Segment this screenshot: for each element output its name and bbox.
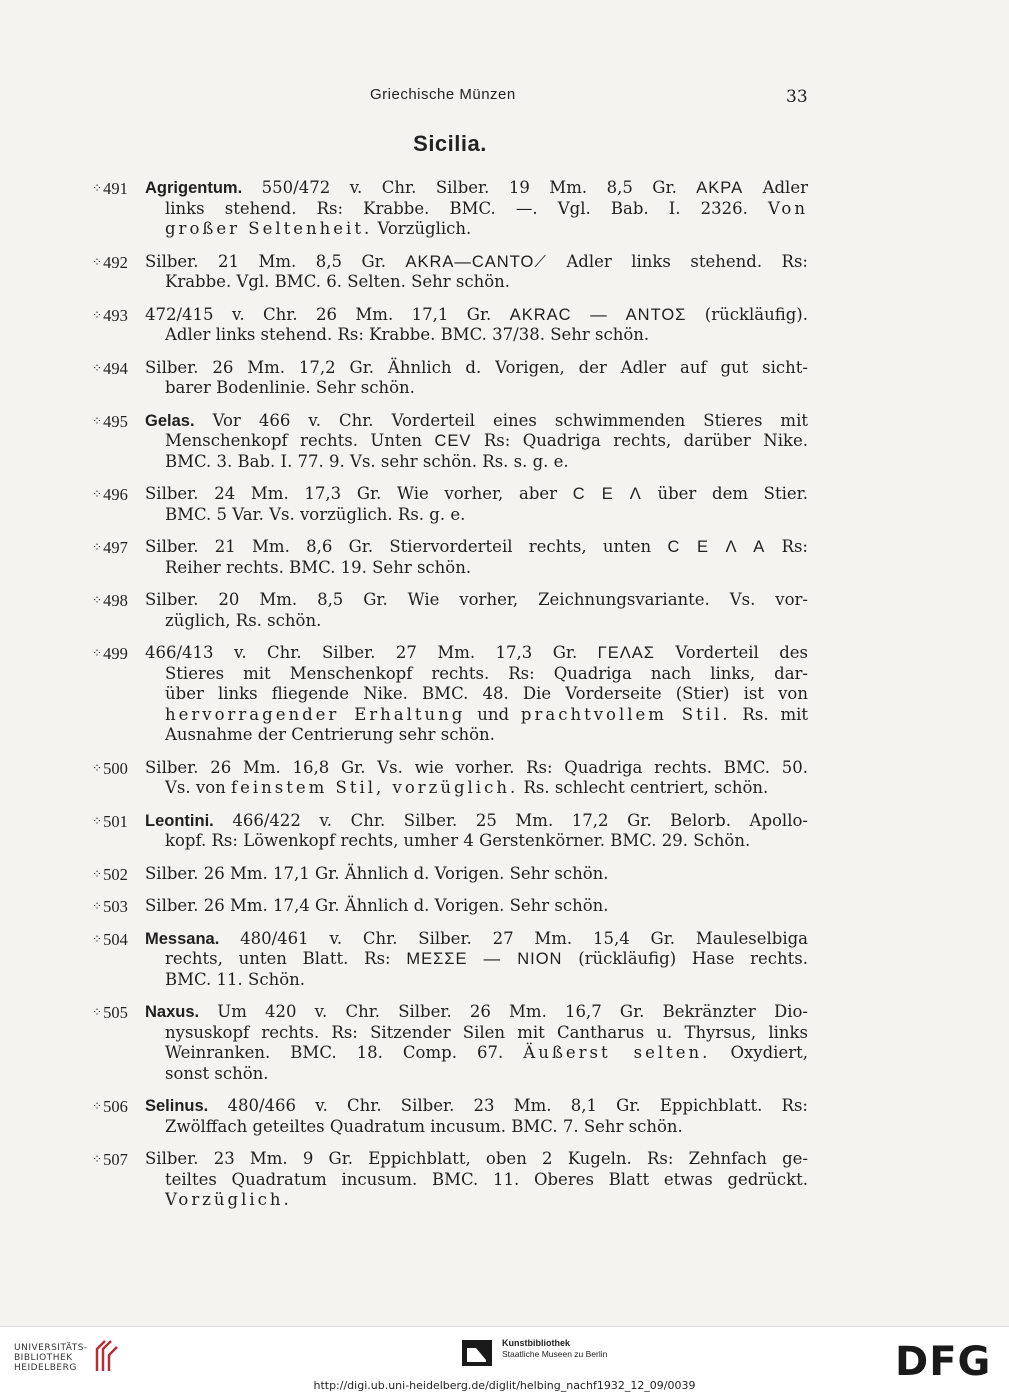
entry-line bbox=[0, 1117, 808, 1138]
coin-inscription: CEV bbox=[434, 432, 472, 450]
entry-marker-icon: ⁘ bbox=[92, 931, 103, 946]
entry-marker-icon: ⁘ bbox=[92, 1005, 103, 1019]
entry-number-text: 498 bbox=[103, 591, 128, 610]
university-line: UNIVERSITÄTS- bbox=[14, 1343, 88, 1353]
entry-number bbox=[92, 537, 128, 559]
entry-number bbox=[92, 305, 128, 327]
entry-marker-icon: ⁘ bbox=[92, 181, 103, 195]
entry-text: 480/466 v. Chr. Silber. 23 Mm. 8,1 Gr. Eppichblatt. Rs: bbox=[208, 1096, 808, 1115]
entry-text: links stehend. Rs: Krabbe. BMC. —. Vgl. Bab. I. 2326. bbox=[165, 198, 769, 218]
entry-text: 466/422 v. Chr. Silber. 25 Mm. 17,2 Gr. Belorb. Apollo- bbox=[213, 810, 808, 830]
entry-place-heading: Gelas. bbox=[145, 411, 195, 430]
entry-marker-icon: ⁘ bbox=[92, 866, 103, 881]
catalog-entry bbox=[0, 537, 1009, 578]
kunstbibliothek-logo-icon bbox=[462, 1340, 492, 1366]
entry-line bbox=[0, 970, 808, 991]
entry-text: Um 420 v. Chr. Silber. 26 Mm. 16,7 Gr. Bekränzter Dio- bbox=[199, 1002, 808, 1021]
entry-line bbox=[0, 505, 808, 526]
entry-marker-icon: ⁘ bbox=[92, 487, 103, 501]
entry-number-text: 505 bbox=[103, 1003, 128, 1022]
entry-number-text: 491 bbox=[103, 179, 128, 198]
entry-number bbox=[92, 252, 128, 274]
entry-number-text: 503 bbox=[103, 897, 128, 916]
entry-line bbox=[0, 831, 808, 852]
entry-number-text: 494 bbox=[103, 358, 128, 378]
entry-text: hervorragender Erhaltung bbox=[165, 704, 466, 724]
entry-text: Silber. 26 Mm. 17,4 Gr. Ähnlich d. Vorigen. Sehr schön. bbox=[145, 896, 609, 915]
catalog-entry bbox=[0, 590, 1009, 631]
kb-title: Kunstbibliothek bbox=[502, 1338, 570, 1348]
entry-number bbox=[92, 1002, 128, 1024]
entry-text: nysuskopf rechts. Rs: Sitzender Silen mit Cantharus u. Thyrsus, links bbox=[165, 1022, 808, 1042]
catalog-entries bbox=[0, 178, 1009, 1223]
entry-line bbox=[0, 684, 808, 705]
entry-number bbox=[92, 811, 128, 833]
entry-text: Silber. 26 Mm. 16,8 Gr. Vs. wie vorher. Rs: Quadriga rechts. BMC. 50. bbox=[145, 757, 808, 777]
entry-number-text: 493 bbox=[103, 305, 128, 325]
entry-text: (rückläufig) Hase rechts. bbox=[562, 949, 808, 968]
coin-inscription: C E Λ A bbox=[667, 538, 766, 556]
entry-text: Rs. schlecht centriert, schön. bbox=[518, 778, 769, 797]
entry-text: 466/413 v. Chr. Silber. 27 Mm. 17,3 Gr. bbox=[145, 643, 598, 662]
entry-line bbox=[0, 1190, 808, 1211]
entry-text: Vorzüglich. bbox=[372, 219, 472, 238]
catalog-entry bbox=[0, 643, 1009, 746]
coin-inscription: ΓΕΛΑΣ bbox=[597, 644, 655, 662]
entry-text: Stieres mit Menschenkopf rechts. Rs: Quadriga nach links, dar- bbox=[165, 663, 808, 683]
coin-inscription: AKRAC — ANTOΣ bbox=[509, 305, 687, 324]
university-line: HEIDELBERG bbox=[14, 1363, 77, 1373]
entry-text: Vs. von bbox=[165, 778, 231, 797]
entry-text: Silber. 21 Mm. 8,5 Gr. bbox=[145, 251, 406, 271]
entry-marker-icon: ⁘ bbox=[92, 899, 103, 913]
entry-number-text: 497 bbox=[103, 538, 128, 557]
entry-text: Adler links stehend. Rs: bbox=[546, 251, 808, 271]
entry-number bbox=[92, 864, 128, 886]
entry-number bbox=[92, 758, 128, 780]
entry-number-text: 502 bbox=[103, 864, 128, 884]
catalog-entry bbox=[0, 178, 1009, 240]
catalog-entry bbox=[0, 811, 1009, 852]
entry-text: Von bbox=[768, 198, 808, 218]
entry-text: kopf. Rs: Löwenkopf rechts, umher 4 Gerstenkörner. BMC. 29. Schön. bbox=[165, 831, 751, 850]
entry-place-heading: Selinus. bbox=[145, 1097, 209, 1115]
entry-place-heading: Messana. bbox=[145, 929, 220, 948]
catalog-entry bbox=[0, 1096, 1009, 1137]
coin-inscription: C E Λ bbox=[572, 485, 642, 503]
entry-marker-icon: ⁘ bbox=[92, 1099, 103, 1113]
entry-text: Silber. 26 Mm. 17,2 Gr. Ähnlich d. Vorigen, der Adler auf gut sicht- bbox=[145, 357, 808, 377]
catalog-entry bbox=[0, 758, 1009, 799]
entry-marker-icon: ⁘ bbox=[92, 540, 103, 554]
entry-text: prachtvollem Stil. bbox=[520, 704, 731, 724]
entry-number-text: 507 bbox=[103, 1150, 128, 1169]
entry-text: Äußerst selten. bbox=[523, 1043, 711, 1062]
entry-marker-icon: ⁘ bbox=[92, 813, 103, 828]
entry-number-text: 496 bbox=[103, 485, 128, 504]
entry-line bbox=[0, 1023, 808, 1044]
catalog-entry bbox=[0, 305, 1009, 346]
entry-text: Krabbe. Vgl. BMC. 6. Selten. Sehr schön. bbox=[165, 272, 511, 291]
running-title: Griechische Münzen bbox=[370, 86, 516, 103]
entry-text: großer Seltenheit. bbox=[165, 219, 373, 238]
entry-text: (rückläufig). bbox=[686, 304, 808, 324]
page-number: 33 bbox=[786, 87, 808, 107]
entry-text: Silber. 26 Mm. 17,1 Gr. Ähnlich d. Vorigen. Sehr schön. bbox=[145, 863, 609, 883]
entry-number bbox=[92, 590, 128, 612]
entry-text: sonst schön. bbox=[165, 1063, 269, 1083]
entry-text: über dem Stier. bbox=[641, 484, 808, 503]
entry-line bbox=[0, 452, 808, 473]
entry-text: Vor 466 v. Chr. Vorderteil eines schwimmenden Stieres mit bbox=[194, 410, 808, 430]
footer-bar bbox=[0, 1326, 1009, 1397]
entry-text: 480/461 v. Chr. Silber. 27 Mm. 15,4 Gr. Mauleselbiga bbox=[219, 928, 808, 948]
entry-marker-icon: ⁘ bbox=[92, 307, 103, 322]
entry-line bbox=[0, 949, 808, 970]
entry-text: Silber. 21 Mm. 8,6 Gr. Stiervorderteil rechts, unten bbox=[145, 537, 668, 556]
kunstbibliothek-label bbox=[502, 1338, 607, 1360]
university-line: BIBLIOTHEK bbox=[14, 1353, 73, 1363]
entry-line bbox=[0, 1170, 808, 1191]
entry-number bbox=[92, 896, 128, 918]
entry-text: Silber. 24 Mm. 17,3 Gr. Wie vorher, aber bbox=[145, 484, 573, 503]
entry-text: BMC. 11. Schön. bbox=[165, 969, 306, 989]
entry-marker-icon: ⁘ bbox=[92, 413, 103, 428]
university-library-label bbox=[14, 1343, 88, 1373]
coin-inscription: MEΣΣE — NION bbox=[406, 950, 563, 968]
entry-text: Reiher rechts. BMC. 19. Sehr schön. bbox=[165, 557, 472, 577]
coin-inscription: AKRA—CANTO⟋ bbox=[405, 252, 547, 271]
catalog-entry bbox=[0, 1002, 1009, 1084]
entry-text: züglich, Rs. schön. bbox=[165, 610, 322, 630]
catalog-entry bbox=[0, 252, 1009, 293]
entry-line bbox=[0, 1064, 808, 1085]
entry-line bbox=[0, 705, 808, 726]
university-logo-icon bbox=[93, 1337, 121, 1373]
dfg-logo: DFG bbox=[895, 1339, 992, 1385]
entry-text: Silber. 20 Mm. 8,5 Gr. Wie vorher, Zeichnungsvariante. Vs. vor- bbox=[145, 590, 808, 609]
catalog-entry bbox=[0, 1149, 1009, 1211]
entry-line bbox=[0, 378, 808, 399]
catalog-entry bbox=[0, 484, 1009, 525]
catalog-entry bbox=[0, 411, 1009, 473]
source-url[interactable]: http://digi.ub.uni-heidelberg.de/diglit/helbing_nachf1932_12_09/0039 bbox=[313, 1379, 696, 1392]
entry-line bbox=[0, 431, 808, 452]
entry-number bbox=[92, 643, 128, 665]
entry-marker-icon: ⁘ bbox=[92, 1152, 103, 1166]
entry-number-text: 504 bbox=[103, 929, 128, 949]
catalog-entry bbox=[0, 896, 1009, 917]
entry-text: Rs: Quadriga rechts, darüber Nike. bbox=[471, 431, 808, 450]
entry-number-text: 499 bbox=[103, 644, 128, 663]
entry-place-heading: Agrigentum. bbox=[145, 179, 243, 197]
entry-number bbox=[92, 411, 128, 433]
entry-number-text: 492 bbox=[103, 252, 128, 272]
entry-text: Adler links stehend. Rs: Krabbe. BMC. 37/38. Sehr schön. bbox=[165, 325, 650, 344]
section-title: Sicilia. bbox=[413, 131, 487, 156]
entry-text: Menschenkopf rechts. Unten bbox=[165, 431, 435, 450]
entry-text: Vorzüglich. bbox=[165, 1190, 292, 1209]
entry-place-heading: Naxus. bbox=[145, 1003, 200, 1021]
catalog-entry bbox=[0, 929, 1009, 991]
entry-text: Adler bbox=[743, 178, 808, 197]
entry-marker-icon: ⁘ bbox=[92, 760, 103, 775]
entry-text: Oxydiert, bbox=[710, 1043, 808, 1062]
entry-line bbox=[0, 1043, 808, 1064]
entry-number-text: 506 bbox=[103, 1097, 128, 1116]
entry-line bbox=[0, 778, 808, 799]
catalog-entry bbox=[0, 864, 1009, 885]
entry-text: Weinranken. BMC. 18. Comp. 67. bbox=[165, 1043, 524, 1062]
entry-line bbox=[0, 611, 808, 632]
coin-inscription: AKPA bbox=[696, 179, 744, 197]
entry-marker-icon: ⁘ bbox=[92, 254, 103, 269]
kb-subtitle: Staatliche Museen zu Berlin bbox=[502, 1349, 608, 1359]
entry-number-text: 500 bbox=[103, 758, 128, 778]
entry-number bbox=[92, 1096, 128, 1118]
entry-marker-icon: ⁘ bbox=[92, 593, 103, 607]
entry-line bbox=[0, 219, 808, 240]
entry-text: 550/472 v. Chr. Silber. 19 Mm. 8,5 Gr. bbox=[242, 178, 697, 197]
entry-text: BMC. 5 Var. Vs. vorzüglich. Rs. g. e. bbox=[165, 504, 466, 524]
entry-text: 472/415 v. Chr. 26 Mm. 17,1 Gr. bbox=[145, 304, 510, 324]
entry-line bbox=[0, 725, 808, 746]
entry-text: Vorderteil des bbox=[654, 643, 808, 662]
entry-number bbox=[92, 929, 128, 951]
entry-number bbox=[92, 484, 128, 506]
entry-line bbox=[0, 199, 808, 220]
entry-number-text: 495 bbox=[103, 411, 128, 431]
entry-text: über links fliegende Nike. BMC. 48. Die Vorderseite (Stier) ist von bbox=[165, 684, 808, 703]
entry-line bbox=[0, 558, 808, 579]
entry-text: Zwölffach geteiltes Quadratum incusum. BMC. 7. Sehr schön. bbox=[165, 1116, 683, 1136]
entry-marker-icon: ⁘ bbox=[92, 646, 103, 660]
entry-place-heading: Leontini. bbox=[145, 811, 214, 830]
entry-text: Rs. mit bbox=[730, 704, 809, 724]
entry-text: BMC. 3. Bab. I. 77. 9. Vs. sehr schön. Rs. s. g. e. bbox=[165, 451, 569, 471]
running-header bbox=[0, 86, 1009, 106]
entry-number bbox=[92, 178, 128, 200]
entry-text: Silber. 23 Mm. 9 Gr. Eppichblatt, oben 2 Kugeln. Rs: Zehnfach ge- bbox=[145, 1149, 808, 1168]
entry-text: barer Bodenlinie. Sehr schön. bbox=[165, 378, 415, 397]
entry-line bbox=[0, 325, 808, 346]
entry-line bbox=[0, 272, 808, 293]
entry-text: und bbox=[465, 704, 521, 724]
entry-text: feinstem Stil, vorzüglich. bbox=[231, 778, 519, 797]
catalog-entry bbox=[0, 358, 1009, 399]
entry-number bbox=[92, 1149, 128, 1171]
entry-text: Rs: bbox=[765, 537, 808, 556]
entry-number-text: 501 bbox=[103, 811, 128, 831]
entry-line bbox=[0, 664, 808, 685]
entry-marker-icon: ⁘ bbox=[92, 360, 103, 375]
entry-text: Ausnahme der Centrierung sehr schön. bbox=[165, 725, 495, 744]
entry-text: rechts, unten Blatt. Rs: bbox=[165, 949, 407, 968]
entry-text: teiltes Quadratum incusum. BMC. 11. Oberes Blatt etwas gedrückt. bbox=[165, 1169, 808, 1189]
entry-number bbox=[92, 358, 128, 380]
